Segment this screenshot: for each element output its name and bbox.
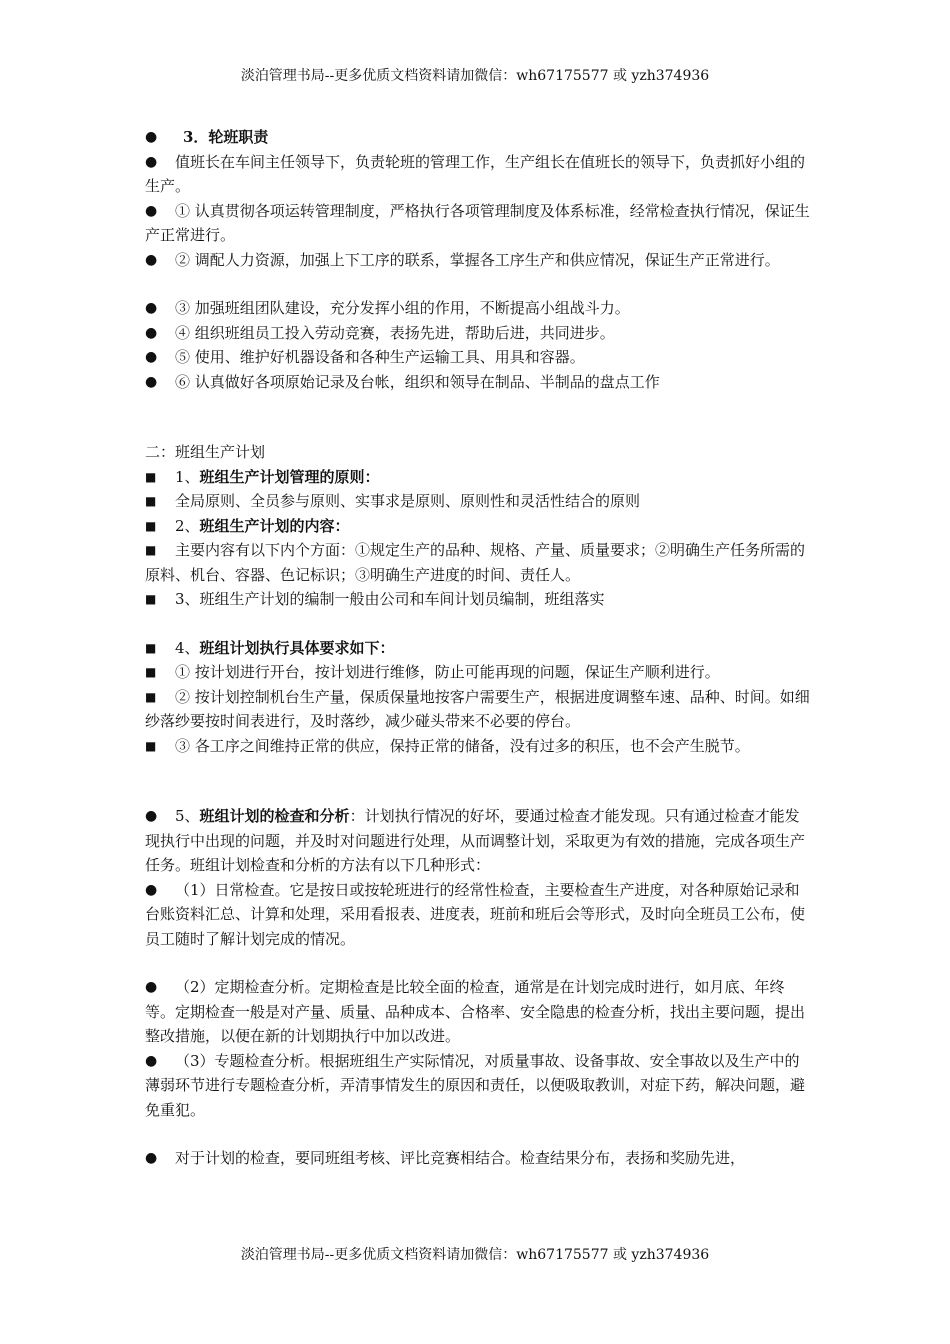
bullet-dot: ● <box>145 202 158 219</box>
bullet-square: ■ <box>145 518 157 533</box>
list-item: ■ 3、班组生产计划的编制一般由公司和车间计划员编制，班组落实 <box>145 587 810 612</box>
section-3-title: ● 3．轮班职责 <box>145 125 810 150</box>
list-item: ● ⑤ 使用、维护好机器设备和各种生产运输工具、用具和容器。 <box>145 345 810 370</box>
bullet-square: ■ <box>145 592 157 606</box>
bullet-square: ■ <box>145 494 157 508</box>
bullet-dot: ● <box>145 153 158 170</box>
list-item: ■ 主要内容有以下内个方面：①规定生产的品种、规格、产量、质量要求；②明确生产任务所需的原料、机台、容器、色记标识；③明确生产进度的时间、责任人。 <box>145 538 810 587</box>
list-item: ■ ② 按计划控制机台生产量，保质保量地按客户需要生产，根据进度调整车速、品种、时间。如细纱落纱要按时间表进行，及时落纱，减少碰头带来不必要的停台。 <box>145 685 810 734</box>
list-item: ■ ① 按计划进行开台，按计划进行维修，防止可能再现的问题，保证生产顺利进行。 <box>145 660 810 685</box>
bullet-square: ■ <box>145 543 157 557</box>
list-item: ● ③ 加强班组团队建设，充分发挥小组的作用，不断提高小组战斗力。 <box>145 296 810 321</box>
list-item: ● 5、班组计划的检查和分析：计划执行情况的好坏，要通过检查才能发现。只有通过检查才能发现执行中出现的问题，并及时对问题进行处理，从而调整计划，采取更为有效的措施，完成各项生产任务。班组计划检查和分析的方法有以下几种形式： <box>145 804 810 878</box>
list-item: ● ⑥ 认真做好各项原始记录及台帐，组织和领导在制品、半制品的盘点工作 <box>145 370 810 395</box>
list-item: ● 对于计划的检查，要同班组考核、评比竞赛相结合。检查结果分布，表扬和奖励先进， <box>145 1146 810 1171</box>
list-item: ■ 4、班组计划执行具体要求如下： <box>145 636 810 661</box>
bullet-dot: ● <box>145 373 158 390</box>
document-body <box>145 125 810 1171</box>
bullet-dot: ● <box>145 881 158 898</box>
list-item: ● 值班长在车间主任领导下，负责轮班的管理工作，生产组长在值班长的领导下，负责抓好小组的生产。 <box>145 150 810 199</box>
bullet-dot: ● <box>145 251 158 268</box>
bullet-dot: ● <box>145 1052 158 1069</box>
bullet-dot: ● <box>145 324 158 341</box>
bullet-dot: ● <box>145 979 158 995</box>
list-item: ● （1）日常检查。它是按日或按轮班进行的经常性检查，主要检查生产进度，对各种原始记录和台账资料汇总、计算和处理，采用看报表、进度表，班前和班后会等形式，及时向全班员工公布，使员工随时了解计划完成的情况。 <box>145 878 810 952</box>
bullet-dot: ● <box>145 349 158 365</box>
bullet-dot: ● <box>145 300 158 316</box>
list-item: ■ 2、班组生产计划的内容： <box>145 514 810 539</box>
bullet-square: ■ <box>145 469 157 484</box>
bullet-square: ■ <box>145 640 157 655</box>
section-2-heading: 二：班组生产计划 <box>145 443 266 461</box>
bullet-square: ■ <box>145 738 157 753</box>
page-header: 淡泊管理书局--更多优质文档资料请加微信：wh67175577 或 yzh374936 <box>240 68 710 84</box>
list-item: ■ ③ 各工序之间维持正常的供应，保持正常的储备，没有过多的积压，也不会产生脱节。 <box>145 734 810 759</box>
list-item: ■ 1、班组生产计划管理的原则： <box>145 465 810 490</box>
list-item: ● （2）定期检查分析。定期检查是比较全面的检查，通常是在计划完成时进行，如月底、年终等。定期检查一般是对产量、质量、品种成本、合格率、安全隐患的检查分析，找出主要问题，提出整改措施，以便在新的计划期执行中加以改进。 <box>145 975 810 1049</box>
page-footer: 淡泊管理书局--更多优质文档资料请加微信：wh67175577 或 yzh374936 <box>240 1247 710 1263</box>
bullet-square: ■ <box>145 665 157 679</box>
list-item: ● ④ 组织班组员工投入劳动竞赛，表扬先进，帮助后进，共同进步。 <box>145 321 810 346</box>
bullet-dot: ● <box>145 1150 158 1166</box>
list-item: ● ② 调配人力资源，加强上下工序的联系，掌握各工序生产和供应情况，保证生产正常进行。 <box>145 248 810 273</box>
list-item: ■ 全局原则、全员参与原则、实事求是原则、原则性和灵活性结合的原则 <box>145 489 810 514</box>
list-item: ● （3）专题检查分析。根据班组生产实际情况，对质量事故、设备事故、安全事故以及生产中的薄弱环节进行专题检查分析，弄清事情发生的原因和责任，以便吸取教训，对症下药，解决问题，避免重犯。 <box>145 1049 810 1123</box>
bullet-dot: ● <box>145 808 158 824</box>
bullet-dot: ● <box>145 129 158 145</box>
bullet-square: ■ <box>145 689 157 704</box>
list-item: ● ① 认真贯彻各项运转管理制度，严格执行各项管理制度及体系标准，经常检查执行情况，保证生产正常进行。 <box>145 199 810 248</box>
